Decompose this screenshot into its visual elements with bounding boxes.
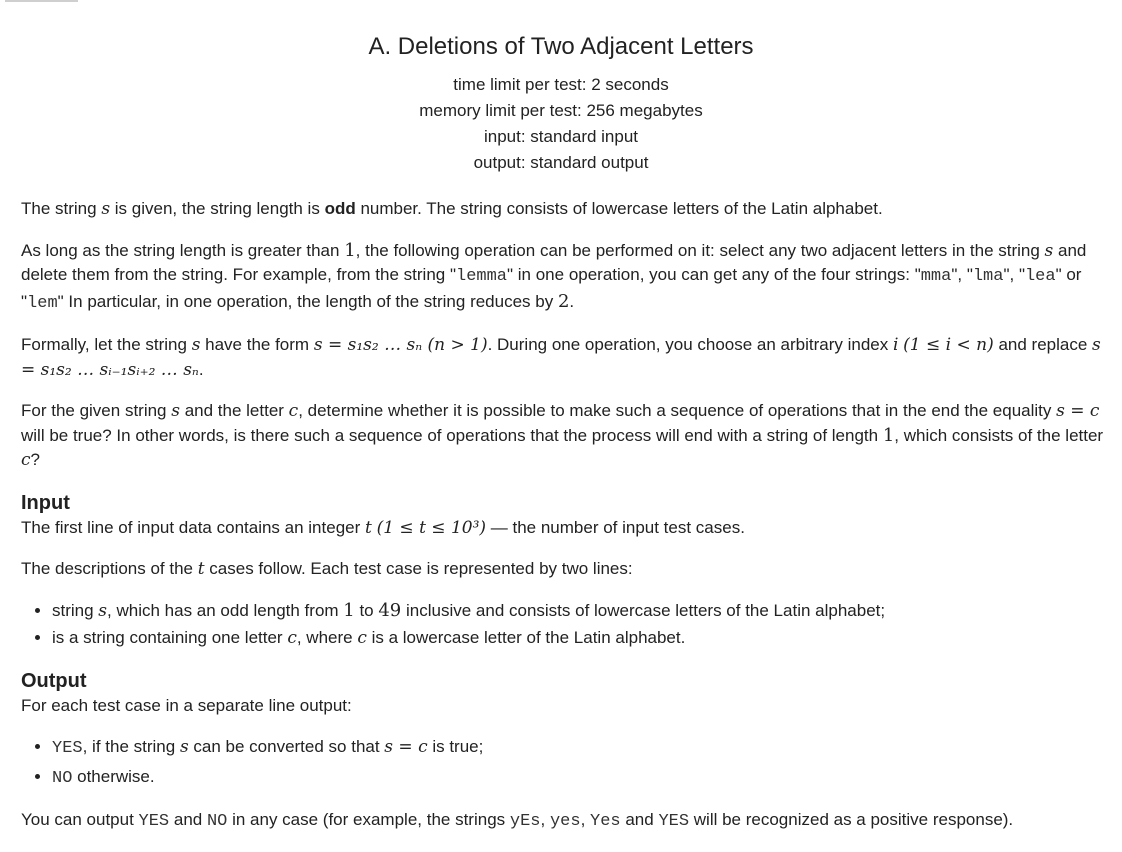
input-spec: input: standard input [483,127,639,146]
output-spec: output: standard output [473,153,649,172]
input-list [21,599,1106,651]
time-limit: time limit per test: 2 seconds [453,75,669,94]
list-item: • string s, which has an odd length from 1 to 49 inclusive and consists of lowercase letters of the Latin alphabet; [52,599,1106,624]
problem-header [0,30,1122,176]
input-paragraph-2: The descriptions of the t cases follow. Each test case is represented by two lines: [21,559,633,579]
input-paragraph-1: The first line of input data contains an integer t (1 ≤ t ≤ 10³) — the number of input test cases. [21,517,745,538]
output-paragraph-final: You can output YES and NO in any case (for example, the strings yEs, yes, Yes and YES will be recognized as a positive response). [21,810,1014,831]
statement-paragraph-1: The string s is given, the string length is odd number. The string consists of lowercase letters of the Latin alphabet. [21,199,883,219]
input-heading: Input [21,491,70,514]
list-item: • is a string containing one letter c, where c is a lowercase letter of the Latin alphabet. [52,626,1106,651]
output-heading: Output [21,669,87,692]
list-item: • YES, if the string s can be converted so that s = c is true; [52,735,1106,762]
memory-limit: memory limit per test: 256 megabytes [419,101,703,120]
statement-paragraph-2: As long as the string length is greater than 1, the following operation can be performed on it: select any two adjacent letters in the string s and delete them from the string. For example, from the string "lemma" in one operation, you can get any of the four strings: "mma", "lma", "lea" or "lem" In particular, in one operation, the length of the string reduces by 2. [21,239,1087,313]
list-item: • NO otherwise. [52,765,1106,792]
output-paragraph-1: For each test case in a separate line output: [21,695,352,715]
problem-title: A. Deletions of Two Adjacent Letters [368,33,754,60]
problem-statement [21,197,1106,852]
output-list [21,735,1106,791]
statement-paragraph-4: For the given string s and the letter c, determine whether it is possible to make such a sequence of operations that in the end the equality s = c will be true? In other words, is there such a sequence of operations that the process will end with a string of length 1, which consists of the letter c? [21,401,1104,470]
statement-paragraph-3: Formally, let the string s have the form s = s₁s₂ … sₙ (n > 1). During one operation, you choose an arbitrary index i (1 ≤ i < n) and replace s = s₁s₂ … sᵢ₋₁sᵢ₊₂ … sₙ. [21,335,1101,380]
top-divider [5,0,78,2]
